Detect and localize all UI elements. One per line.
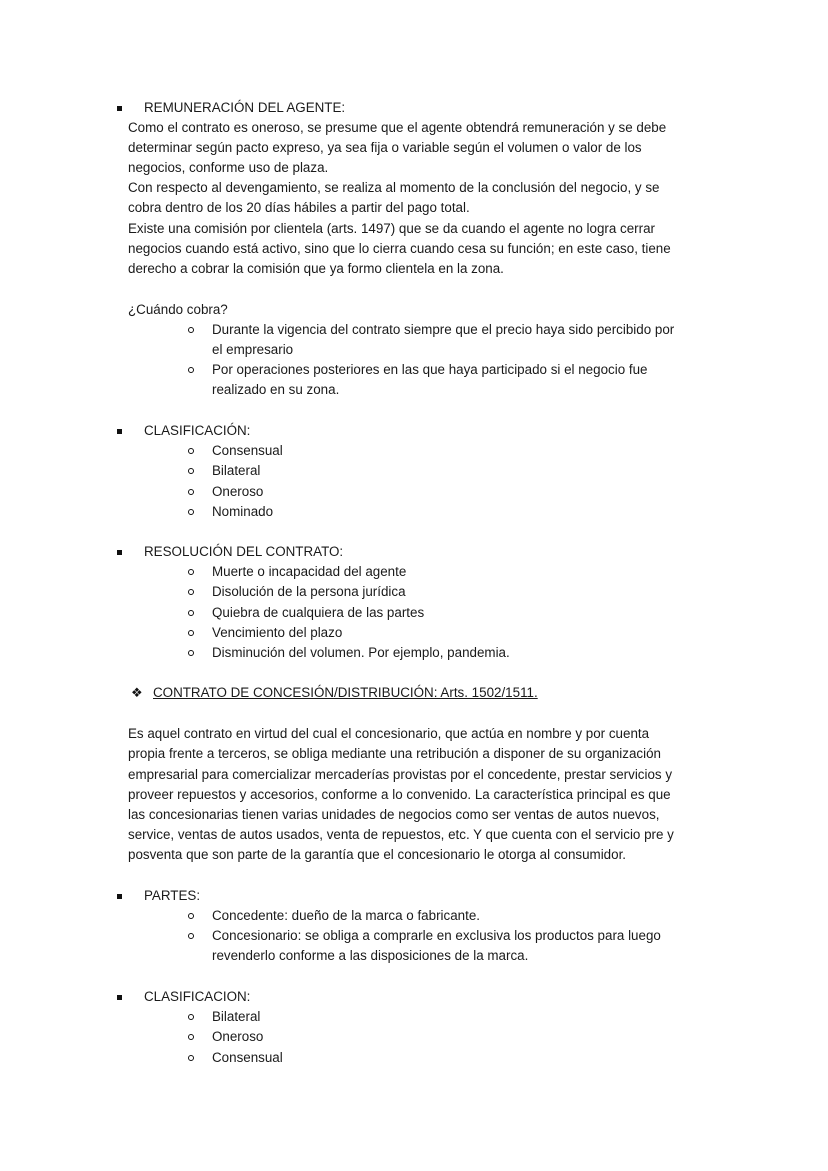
question-text: ¿Cuándo cobra? <box>128 302 228 317</box>
list-item: Consensual <box>212 443 283 458</box>
paragraph-line: las concesionarias tienen varias unidades de negocios como ser ventas de autos nuevos, <box>128 807 660 822</box>
circle-bullet-icon <box>188 1014 194 1020</box>
diamond-bullet-icon: ❖ <box>131 685 143 700</box>
circle-bullet-icon <box>188 589 194 595</box>
paragraph-line: propia frente a terceros, se obliga mediante una retribución a disponer de su organización <box>128 746 661 761</box>
circle-bullet-icon <box>188 569 194 575</box>
section-heading-clasificacion-2: CLASIFICACION: <box>144 989 251 1004</box>
list-item: Concesionario: se obliga a comprarle en exclusiva los productos para luego <box>212 928 661 943</box>
circle-bullet-icon <box>188 1034 194 1040</box>
circle-bullet-icon <box>188 509 194 515</box>
list-item: Durante la vigencia del contrato siempre que el precio haya sido percibido por <box>212 322 675 337</box>
circle-bullet-icon <box>188 367 194 373</box>
list-item: Concedente: dueño de la marca o fabricante. <box>212 908 480 923</box>
section-title-concesion: CONTRATO DE CONCESIÓN/DISTRIBUCIÓN: Arts. 1502/1511. <box>153 685 538 700</box>
list-item: Quiebra de cualquiera de las partes <box>212 605 425 620</box>
list-item: Muerte o incapacidad del agente <box>212 564 407 579</box>
square-bullet-icon <box>117 429 122 434</box>
paragraph-line: service, ventas de autos usados, venta de repuestos, etc. Y que cuenta con el servicio pre y <box>128 827 674 842</box>
paragraph-line: Existe una comisión por clientela (arts. 1497) que se da cuando el agente no logra cerrar <box>128 221 656 236</box>
square-bullet-icon <box>117 894 122 899</box>
list-item: Disolución de la persona jurídica <box>212 584 406 599</box>
paragraph-line: determinar según pacto expreso, ya sea fija o variable según el volumen o valor de los <box>128 140 642 155</box>
list-item-continuation: revenderlo conforme a las disposiciones de la marca. <box>212 948 529 963</box>
circle-bullet-icon <box>188 650 194 656</box>
circle-bullet-icon <box>188 630 194 636</box>
paragraph-line: posventa que son parte de la garantía que el concesionario le otorga al consumidor. <box>128 847 627 862</box>
list-item-continuation: realizado en su zona. <box>212 382 340 397</box>
square-bullet-icon <box>117 550 122 555</box>
section-heading-partes: PARTES: <box>144 888 201 903</box>
list-item: Consensual <box>212 1050 283 1065</box>
paragraph-line: Es aquel contrato en virtud del cual el concesionario, que actúa en nombre y por cuenta <box>128 726 650 741</box>
circle-bullet-icon <box>188 489 194 495</box>
section-heading-remuneracion: REMUNERACIÓN DEL AGENTE: <box>144 100 346 115</box>
paragraph-line: cobra dentro de los 20 días hábiles a partir del pago total. <box>128 200 470 215</box>
paragraph-line: proveer repuestos y accesorios, conforme a lo convenido. La característica principal es que <box>128 787 671 802</box>
circle-bullet-icon <box>188 448 194 454</box>
list-item: Oneroso <box>212 484 264 499</box>
circle-bullet-icon <box>188 913 194 919</box>
list-item: Bilateral <box>212 463 261 478</box>
section-heading-resolucion: RESOLUCIÓN DEL CONTRATO: <box>144 544 344 559</box>
paragraph-line: Con respecto al devengamiento, se realiza al momento de la conclusión del negocio, y se <box>128 180 660 195</box>
list-item-continuation: el empresario <box>212 342 294 357</box>
circle-bullet-icon <box>188 933 194 939</box>
paragraph-line: negocios, conforme uso de plaza. <box>128 160 329 175</box>
circle-bullet-icon <box>188 327 194 333</box>
square-bullet-icon <box>117 106 122 111</box>
circle-bullet-icon <box>188 468 194 474</box>
paragraph-line: negocios cuando está activo, sino que lo cierra cuando cesa su función; en este caso, tiene <box>128 241 671 256</box>
square-bullet-icon <box>117 995 122 1000</box>
list-item: Oneroso <box>212 1029 264 1044</box>
circle-bullet-icon <box>188 610 194 616</box>
paragraph-line: empresarial para comercializar mercaderías provistas por el concedente, prestar servicios y <box>128 767 673 782</box>
list-item: Nominado <box>212 504 274 519</box>
paragraph-line: Como el contrato es oneroso, se presume que el agente obtendrá remuneración y se debe <box>128 120 667 135</box>
circle-bullet-icon <box>188 1055 194 1061</box>
list-item: Vencimiento del plazo <box>212 625 343 640</box>
paragraph-line: derecho a cobrar la comisión que ya formo clientela en la zona. <box>128 261 504 276</box>
list-item: Bilateral <box>212 1009 261 1024</box>
list-item: Por operaciones posteriores en las que haya participado si el negocio fue <box>212 362 648 377</box>
section-heading-clasificacion: CLASIFICACIÓN: <box>144 423 251 438</box>
list-item: Disminución del volumen. Por ejemplo, pandemia. <box>212 645 510 660</box>
